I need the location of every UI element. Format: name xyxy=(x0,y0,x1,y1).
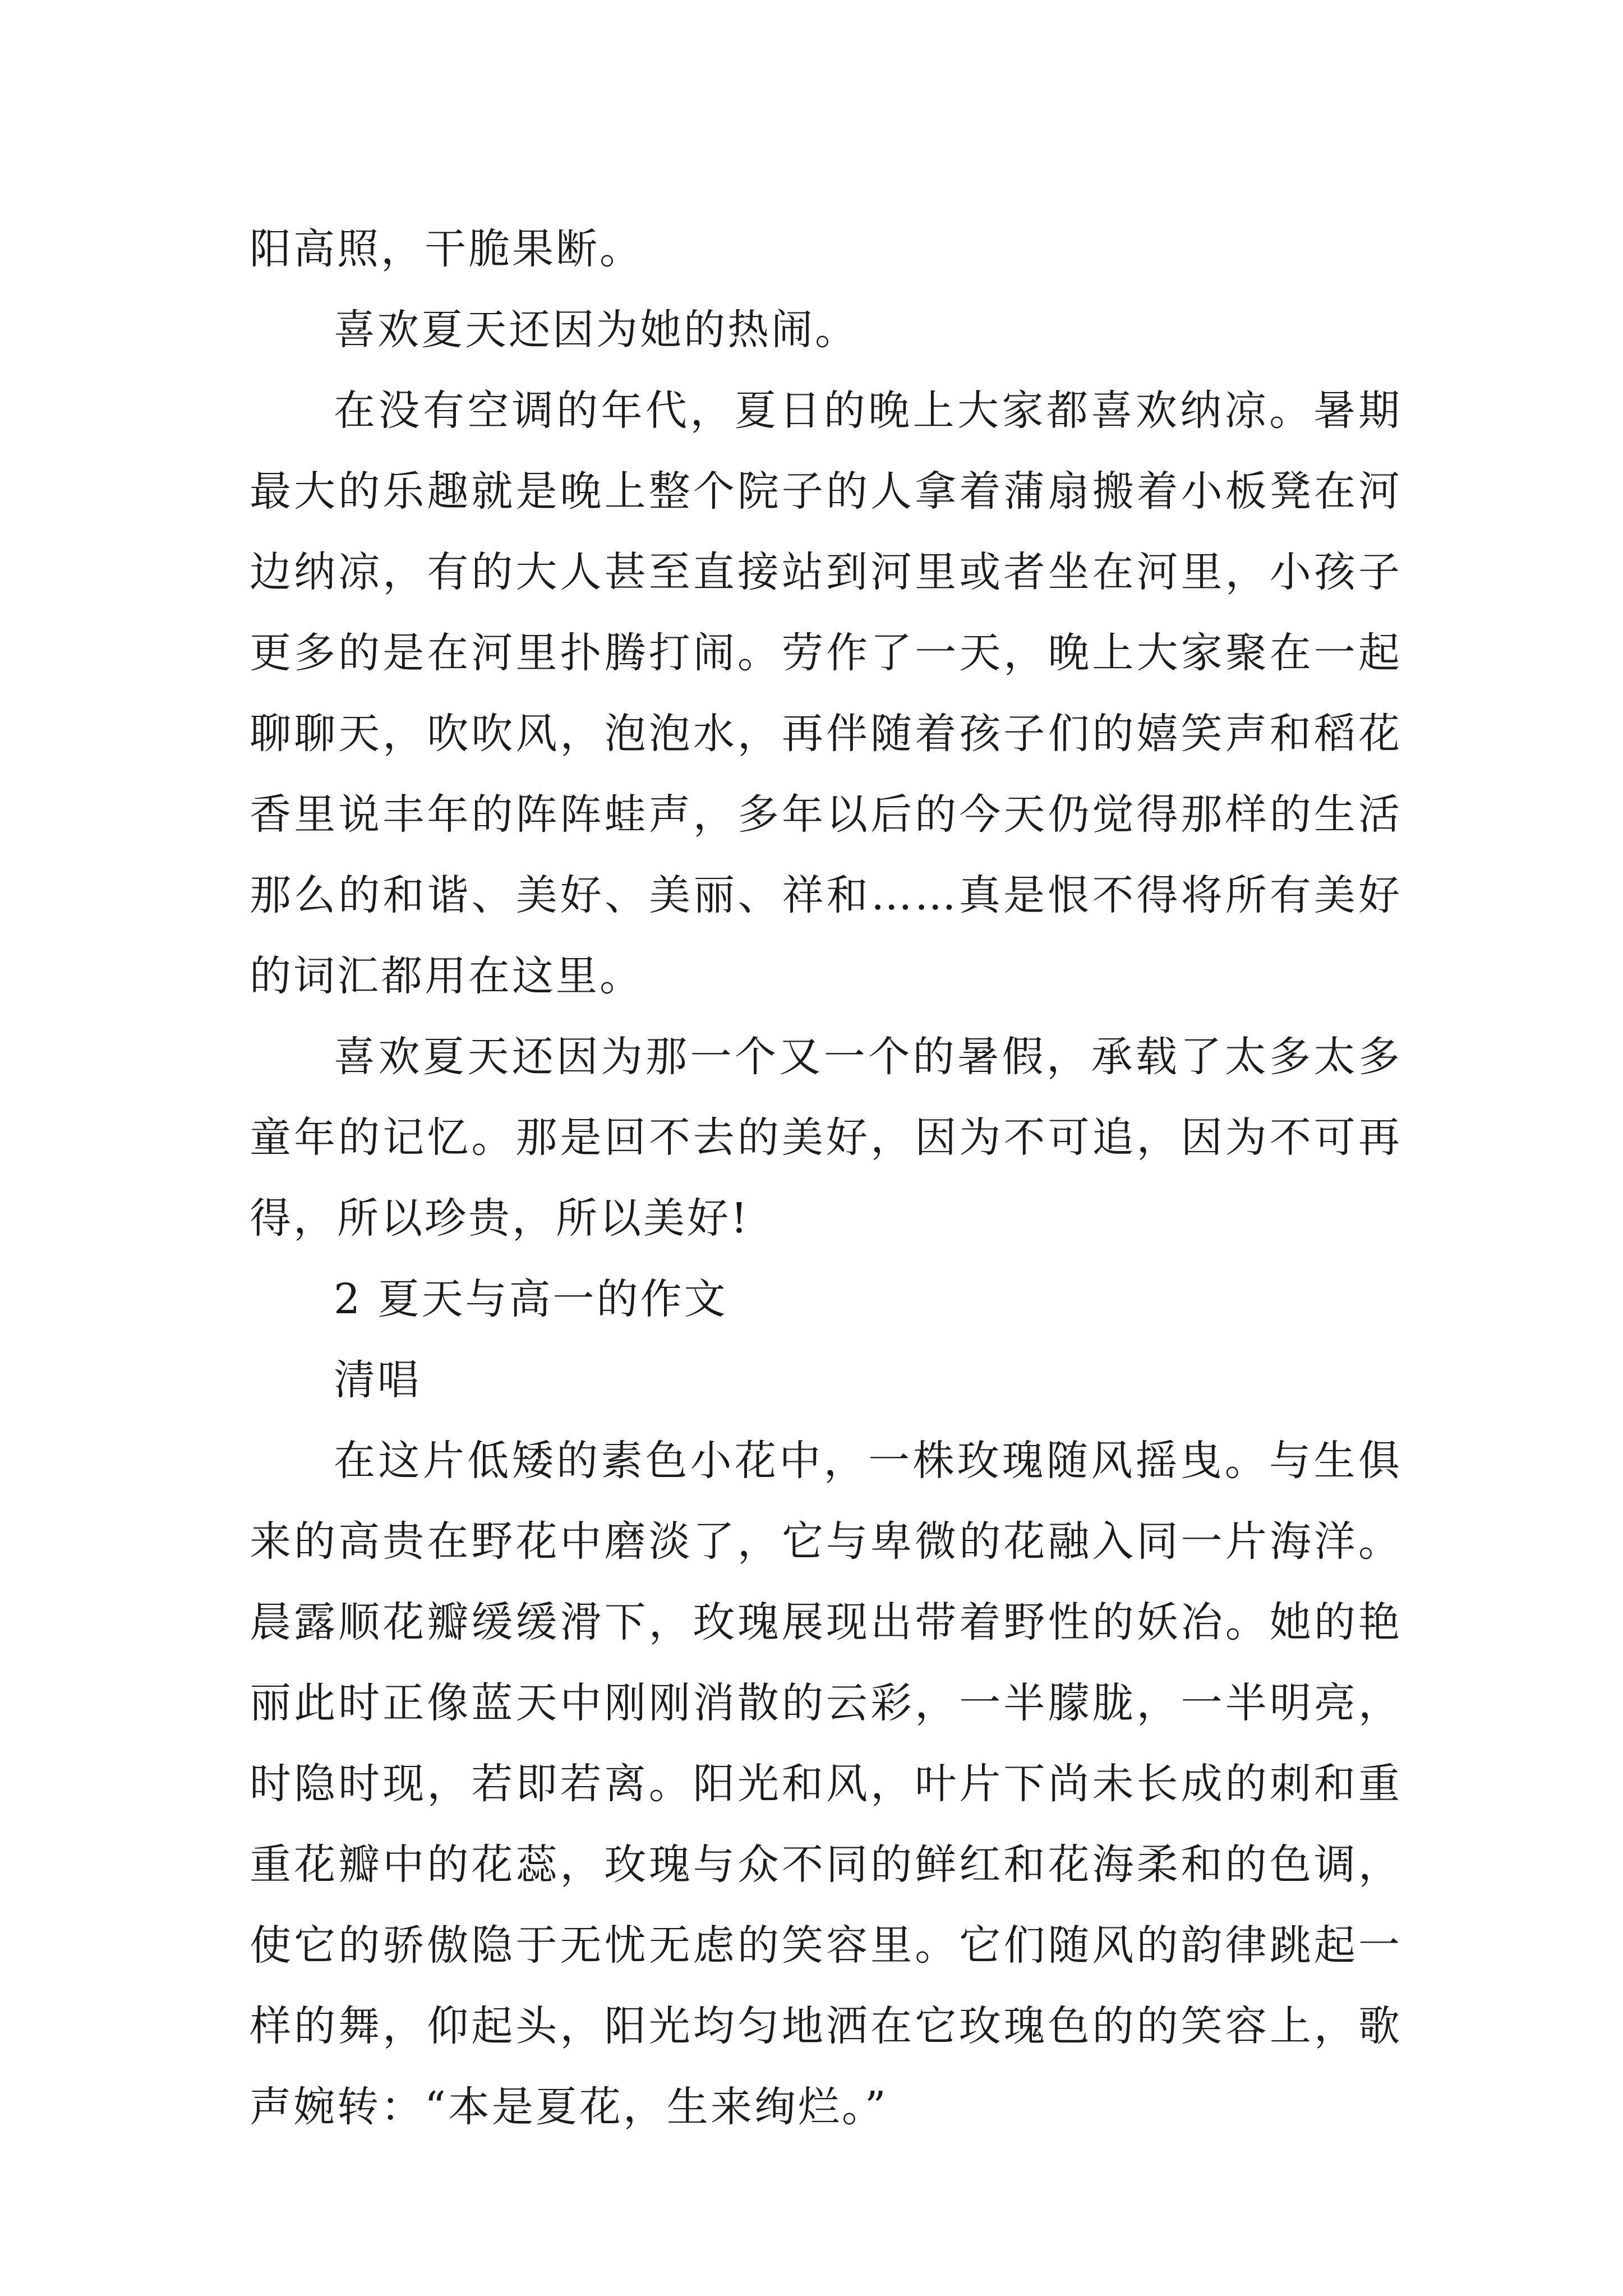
paragraph-5: 在这片低矮的素色小花中，一株玫瑰随风摇曳。与生俱来的高贵在野花中磨淡了，它与卑微的花融入同一片海洋。晨露顺花瓣缓缓滑下，玫瑰展现出带着野性的妖冶。她的艳丽此时正像蓝天中刚刚消散的云彩，一半朦胧，一半明亮，时隐时现，若即若离。阳光和风，叶片下尚未长成的刺和重重花瓣中的花蕊，玫瑰与众不同的鲜红和花海柔和的色调，使它的骄傲隐于无忧无虑的笑容里。它们随风的韵律跳起一样的舞，仰起头，阳光均匀地洒在它玫瑰色的的笑容上，歌声婉转：“本是夏花，生来绚烂。” xyxy=(250,1437,1402,2131)
paragraph-2: 喜欢夏天还因为她的热闹。 xyxy=(334,306,859,354)
essay-title: 清唱 xyxy=(334,1356,421,1404)
paragraph-4: 喜欢夏天还因为那一个又一个的暑假，承载了太多太多童年的记忆。那是回不去的美好，因为不可追，因为不可再得，所以珍贵，所以美好! xyxy=(250,1033,1402,1243)
section-heading: 2 夏天与高一的作文 xyxy=(334,1275,728,1323)
body-text xyxy=(250,209,1402,2147)
paragraph-1: 阳高照，干脆果断。 xyxy=(250,225,643,273)
paragraph-3: 在没有空调的年代，夏日的晚上大家都喜欢纳凉。暑期最大的乐趣就是晚上整个院子的人拿着蒲扇搬着小板凳在河边纳凉，有的大人甚至直接站到河里或者坐在河里，小孩子更多的是在河里扑腾打闹。劳作了一天，晚上大家聚在一起聊聊天，吹吹风，泡泡水，再伴随着孩子们的嬉笑声和稻花香里说丰年的阵阵蛙声，多年以后的今天仍觉得那样的生活那么的和谐、美好、美丽、祥和……真是恨不得将所有美好的词汇都用在这里。 xyxy=(250,386,1402,1000)
